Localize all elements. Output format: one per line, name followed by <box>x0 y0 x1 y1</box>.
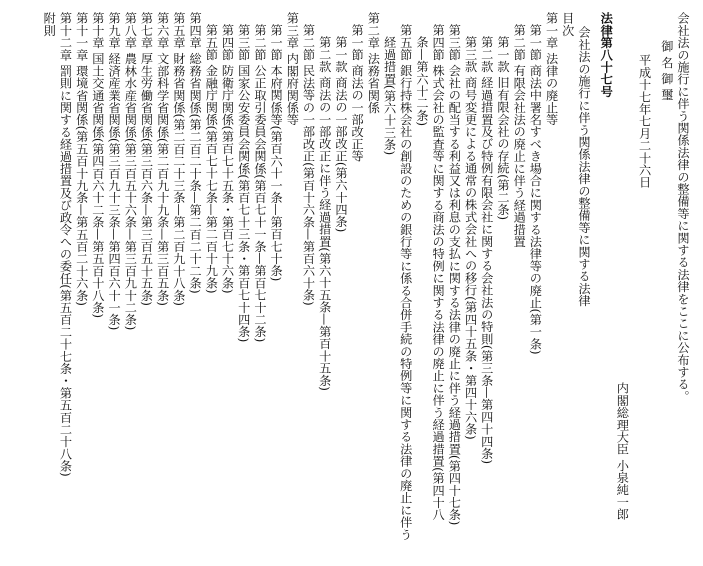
toc-line: 第一章 法律の廃止等 <box>544 12 559 126</box>
toc-line: 第三章 内閣府関係等 <box>285 12 300 126</box>
toc-line: 第十章 国土交通省関係(第四百六十二条—第五百十八条) <box>90 12 105 319</box>
toc-line: 第七章 厚生労働省関係(第三百六条—第三百五十五条) <box>139 12 154 306</box>
toc-line: 附則 <box>42 12 57 37</box>
table-of-contents <box>41 12 560 556</box>
promulgation-statement: 会社法の施行に伴う関係法律の整備等に関する法律をここに公布する。 <box>676 12 690 403</box>
prime-minister-signature: 内閣総理大臣 小泉純一郎 <box>615 381 630 520</box>
toc-line: 第三節 会社の配当する利益又は利息の支払に関する法律の廃止に伴う経過措置(第四十七条) <box>447 24 462 526</box>
toc-line: 条—第六十二条) <box>414 36 429 127</box>
toc-line: 第二款 商法の一部改正に伴う経過措置(第六十五条—第百十五条) <box>317 36 332 391</box>
toc-line: 第二節 民法等の一部改正(第百十六条—第百六十条) <box>301 24 316 306</box>
toc-line: 第三節 国家公安委員会関係(第百七十三条・第百七十四条) <box>236 24 251 343</box>
toc-line: 第五節 銀行持株会社の創設のための銀行等に係る合併手続の特例等に関する法律の廃止に伴う <box>398 24 413 541</box>
promulgation-date: 平成十七年七月二十六日 <box>637 54 652 189</box>
toc-line: 第一節 本府関係等(第百六十一条—第百七十条) <box>269 24 284 282</box>
toc-line: 第一節 商法の一部改正等 <box>350 24 365 163</box>
toc-line: 第八章 農林水産省関係(第三百五十六条—第三百九十二条) <box>123 12 138 331</box>
toc-line: 第十二章 罰則に関する経過措置及び政令への委任(第五百二十七条・第五百二十八条) <box>58 12 73 477</box>
toc-line: 第九章 経済産業省関係(第三百九十三条—第四百六十一条) <box>107 12 122 331</box>
toc-line: 第四章 総務省関係(第二百二十条—第二百二十二条) <box>188 12 203 294</box>
toc-heading: 目次 <box>560 12 575 37</box>
toc-line: 第十一章 環境省関係(第五百十九条—第五百二十六条) <box>74 12 89 306</box>
toc-line: 第一款 商法の一部改正(第六十四条) <box>333 36 348 233</box>
toc-line: 第二款 経過措置及び特例有限会社に関する会社法の特則(第三条—第四十四条) <box>479 36 494 465</box>
toc-line: 第五節 金融庁関係(第百七十七条—第二百十九条) <box>204 24 219 294</box>
toc-line: 第二節 有限会社法の廃止に伴う経過措置 <box>512 24 527 248</box>
toc-line: 第六章 文部科学省関係(第二百九十九条—第三百五条) <box>155 12 170 306</box>
law-title: 会社法の施行に伴う関係法律の整備等に関する法律 <box>576 26 591 307</box>
toc-line: 第四節 株式会社の監査等に関する商法の特例に関する法律の廃止に伴う経過措置(第四十八 <box>431 24 446 521</box>
toc-line: 経過措置(第六十三条) <box>382 36 397 156</box>
toc-line: 第三款 商号変更による通常の株式会社への移行(第四十五条・第四十六条) <box>463 36 478 440</box>
imperial-seal: 御 名 御 璽 <box>659 40 674 101</box>
toc-line: 第二節 公正取引委員会関係(第百七十一条—第百七十二条) <box>252 24 267 343</box>
toc-line: 第四節 防衛庁関係(第百七十五条・第百七十六条) <box>220 24 235 294</box>
toc-line: 第一款 旧有限会社の存続(第二条) <box>495 36 510 221</box>
toc-line: 第五章 財務省関係(第二百二十三条—第二百九十八条) <box>171 12 186 306</box>
toc-line: 第二章 法務省関係 <box>366 12 381 114</box>
toc-line: 第一節 商法中署名すべき場合に関する法律等の廃止(第一条) <box>528 24 543 355</box>
law-number: 法律第八十七号 <box>599 12 614 98</box>
